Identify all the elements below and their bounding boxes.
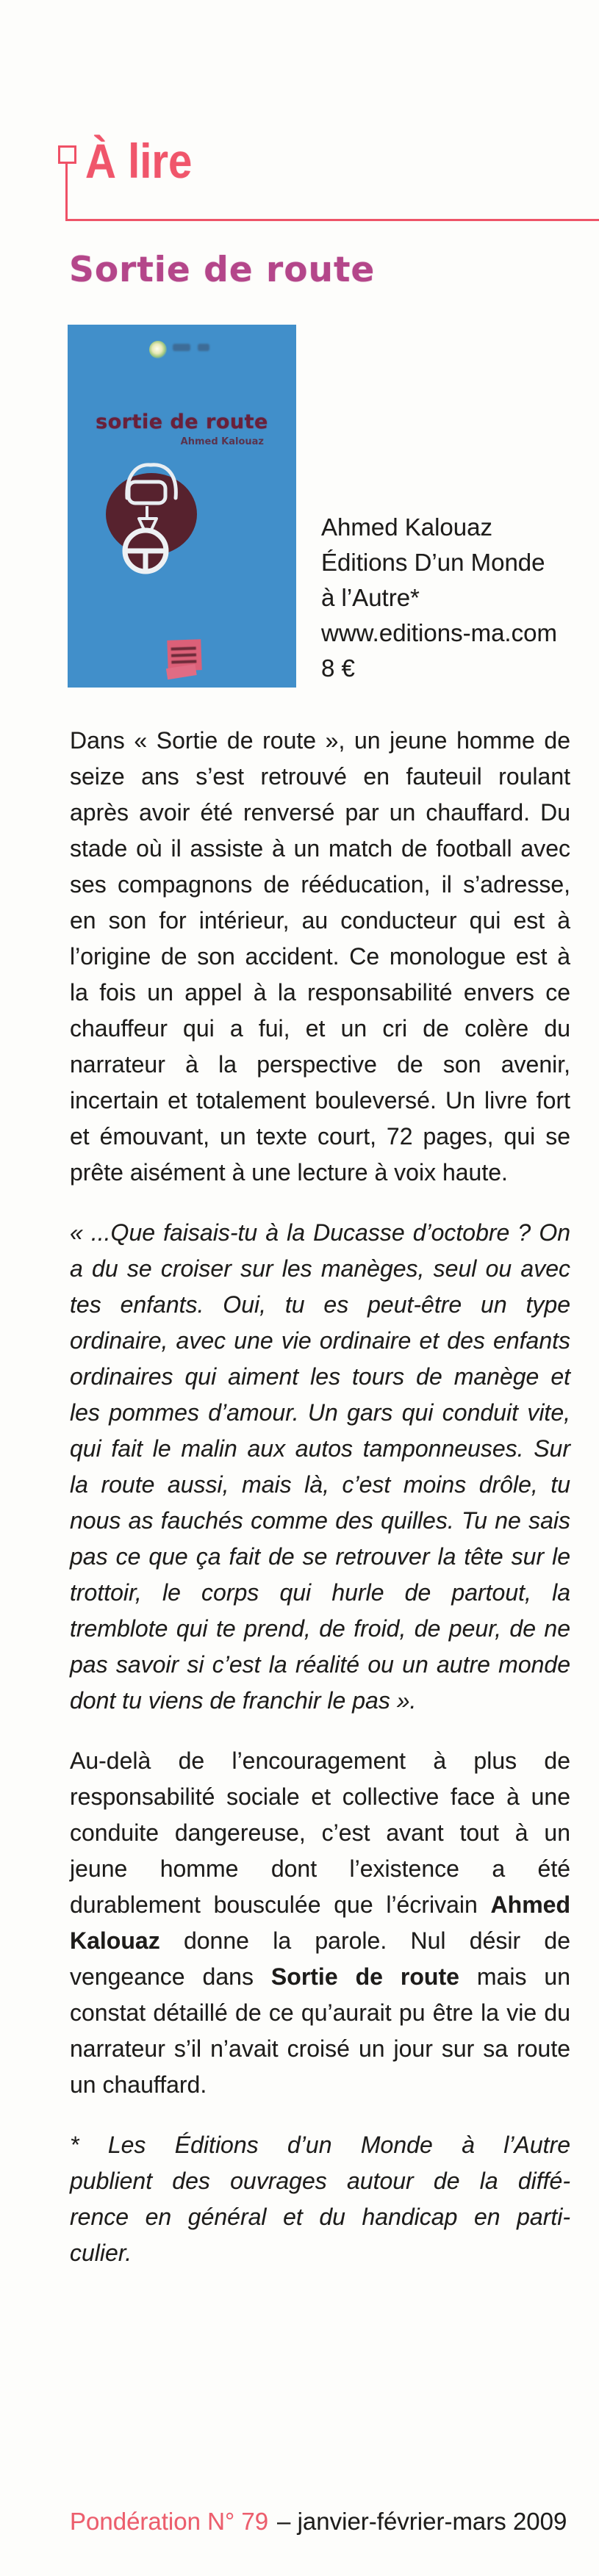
section-marker-square-icon bbox=[58, 145, 76, 164]
book-title-bold: Sortie de route bbox=[270, 1963, 459, 1990]
book-website: www.editions-ma.com bbox=[321, 619, 557, 646]
cover-author: Ahmed Kalouaz bbox=[180, 436, 264, 447]
magazine-name: Pondération N° 79 bbox=[70, 2508, 269, 2535]
article-title: Sortie de route bbox=[69, 250, 376, 290]
commentary-text: Au-delà de l’encouragement à plus de responsabilité sociale et collective face à une conduite dangereuse, c’est avant tout à un jeune homme dont l’existence a été durablement bousculée que l’écrivain bbox=[70, 1747, 570, 1918]
book-publisher-line2: à l’Autre* bbox=[321, 584, 420, 611]
section-rule-horizontal bbox=[65, 219, 599, 221]
footnote-line: culier. bbox=[70, 2240, 132, 2266]
author-name-bold: Ahmed Kalouaz bbox=[70, 1891, 570, 1954]
paragraph-commentary bbox=[70, 1743, 570, 2103]
cover-title: sortie de route bbox=[96, 411, 268, 433]
article-body bbox=[70, 723, 570, 2271]
page-footer bbox=[70, 2507, 567, 2536]
book-author: Ahmed Kalouaz bbox=[321, 513, 492, 541]
paragraph-summary: Dans « Sortie de route », un jeune homme de seize ans s’est retrouvé en fauteuil roulant après avoir été renversé par un chauffard. Du stade où il assiste à un match de football avec ses compagnons de rééducation, il s’adresse, en son for intérieur, au conducteur qui est à l’origine de son accident. Ce monologue est à la fois un appel à la responsabilité envers ce chauffeur qui a fui, et un cri de colère du narrateur à la perspective de son avenir, incertain et totalement bouleversé. Un livre fort et émouvant, un texte court, 72 pages, qui se prête aisément à une lecture à voix haute. bbox=[70, 727, 570, 1186]
section-title: À lire bbox=[85, 134, 193, 188]
issue-date: – janvier-février-mars 2009 bbox=[277, 2508, 567, 2535]
footnote-line: rence en général et du handicap en parti- bbox=[70, 2204, 570, 2230]
footnote bbox=[70, 2127, 570, 2271]
publisher-stamp-icon bbox=[167, 639, 201, 671]
paragraph-quote: « ...Que faisais-tu à la Ducasse d’octobre ? On a du se croiser sur les manèges, seul ou avec tes enfants. Oui, tu es peut-être un type ordinaire, avec une vie ordinaire et des enfants ordinaires qui aiment les tours de manège et les pommes d’amour. Un gars qui conduit vite, qui fait le malin aux autos tamponneuses. Sur la route aussi, mais là, c’est moins drôle, tu nous as fauchés comme des quilles. Tu ne sais pas ce que ça fait de se retrouver la tête sur le trottoir, le corps qui hurle de partout, la tremblote qui te prend, de froid, de peur, de ne pas savoir si c’est la réalité ou un autre monde dont tu viens de franchir le pas ». bbox=[70, 1219, 570, 1714]
face-steering-wheel-illustration-icon bbox=[68, 325, 296, 688]
section-rule-vertical bbox=[65, 162, 68, 220]
book-price: 8 € bbox=[321, 654, 355, 682]
book-cover bbox=[68, 325, 296, 688]
footnote-line: * Les Éditions d’un Monde à l’Autre bbox=[70, 2132, 570, 2158]
book-publisher-line1: Éditions D’un Monde bbox=[321, 549, 545, 576]
commentary-text: mais un constat détaillé de ce qu’aurait pu être la vie du narrateur s’il n’avait croisé un jour sur sa route un chauffard. bbox=[70, 1963, 571, 2098]
commentary-text: donne la parole. Nul désir de vengeance dans bbox=[70, 1927, 570, 1990]
footnote-line: publient des ouvrages autour de la diffé- bbox=[70, 2168, 570, 2194]
book-info bbox=[321, 510, 557, 686]
